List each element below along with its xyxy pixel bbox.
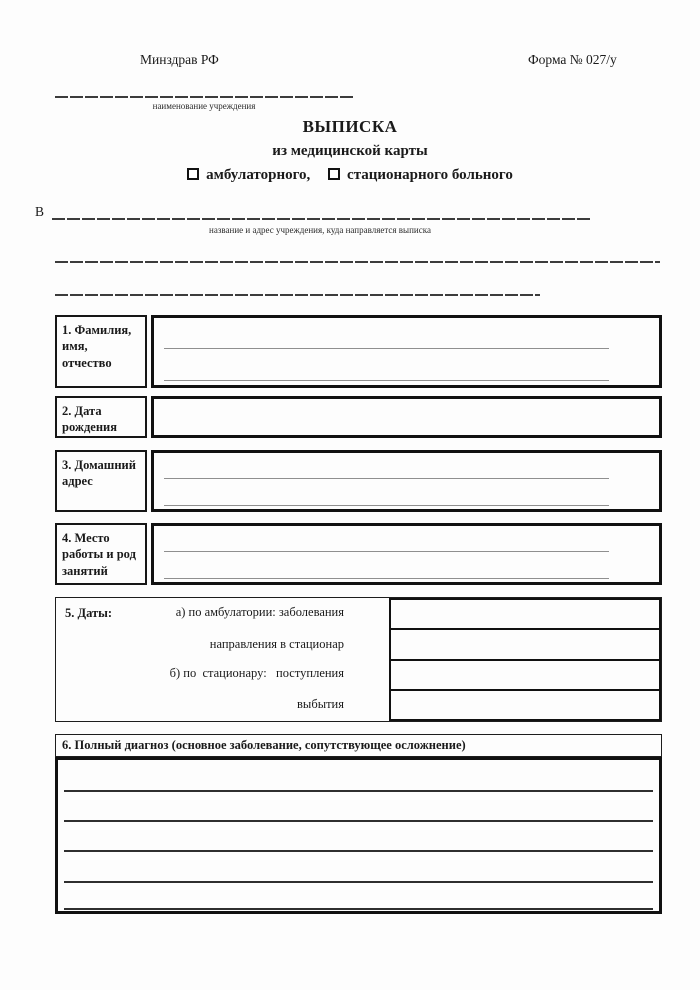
field-row-dates [55,597,662,722]
diagnosis-write-line-1[interactable] [64,790,653,792]
addressee-caption: название и адрес учреждения, куда направляется выписка [209,225,431,235]
ministry-label: Минздрав РФ [140,52,219,67]
name-field-label: 1. Фамилия, имя, отчество [55,315,147,388]
patient-type-options [0,167,700,184]
addressee-fill-line-3[interactable] [55,294,540,296]
name-write-line-2[interactable] [164,380,609,381]
date-item-ambulatory-illness: а) по амбулатории: заболевания [175,605,344,619]
birthdate-field-label: 2. Дата рождения [55,396,147,438]
field-row-name [55,315,662,388]
diagnosis-write-line-5[interactable] [64,908,653,910]
date-value-cell-illness[interactable] [389,598,661,630]
address-field-label: 3. Домашний адрес [55,450,147,512]
institution-caption: наименование учреждения [152,101,256,111]
field-row-workplace [55,523,662,585]
workplace-field-label: 4. Место работы и род занятий [55,523,147,585]
address-write-line-1[interactable] [164,478,609,479]
addressee-prefix: В [35,204,45,219]
name-write-line-1[interactable] [164,348,609,349]
addressee-fill-line[interactable] [52,218,590,220]
date-item-hospital-admission: б) по стационару: поступления [169,666,344,680]
date-item-referral-to-hospital: направления в стационар [209,637,344,651]
workplace-write-line-2[interactable] [164,578,609,579]
date-value-cell-admission[interactable] [389,659,661,691]
address-write-line-2[interactable] [164,505,609,506]
diagnosis-write-line-4[interactable] [64,881,653,883]
form-subtitle: из медицинской карты [272,143,428,159]
form-number-label: Форма № 027/у [528,52,617,67]
diagnosis-write-line-3[interactable] [64,850,653,852]
name-field-value-cell[interactable] [151,315,662,388]
form-title: ВЫПИСКА [302,117,398,136]
addressee-fill-line-2[interactable] [55,261,660,263]
birthdate-field-value-cell[interactable] [151,396,662,438]
field-row-address [55,450,662,512]
field-row-birthdate [55,396,662,438]
ambulatory-checkbox-icon[interactable] [187,168,199,180]
address-field-value-cell[interactable] [151,450,662,512]
ambulatory-option-label: амбулаторного, [206,167,311,183]
date-value-cell-discharge[interactable] [389,689,661,721]
date-item-discharge: выбытия [297,697,344,711]
date-value-column [389,598,661,721]
workplace-write-line-1[interactable] [164,551,609,552]
diagnosis-write-area[interactable] [55,757,662,914]
diagnosis-write-line-2[interactable] [64,820,653,822]
workplace-field-value-cell[interactable] [151,523,662,585]
dates-field-label: 5. Даты: [65,606,113,620]
date-value-cell-referral[interactable] [389,628,661,660]
stationary-checkbox-icon[interactable] [328,168,340,180]
stationary-option-label: стационарного больного [347,167,513,183]
diagnosis-section-header: 6. Полный диагноз (основное заболевание, сопутствующее осложнение) [55,734,662,757]
institution-fill-line[interactable] [55,96,353,98]
